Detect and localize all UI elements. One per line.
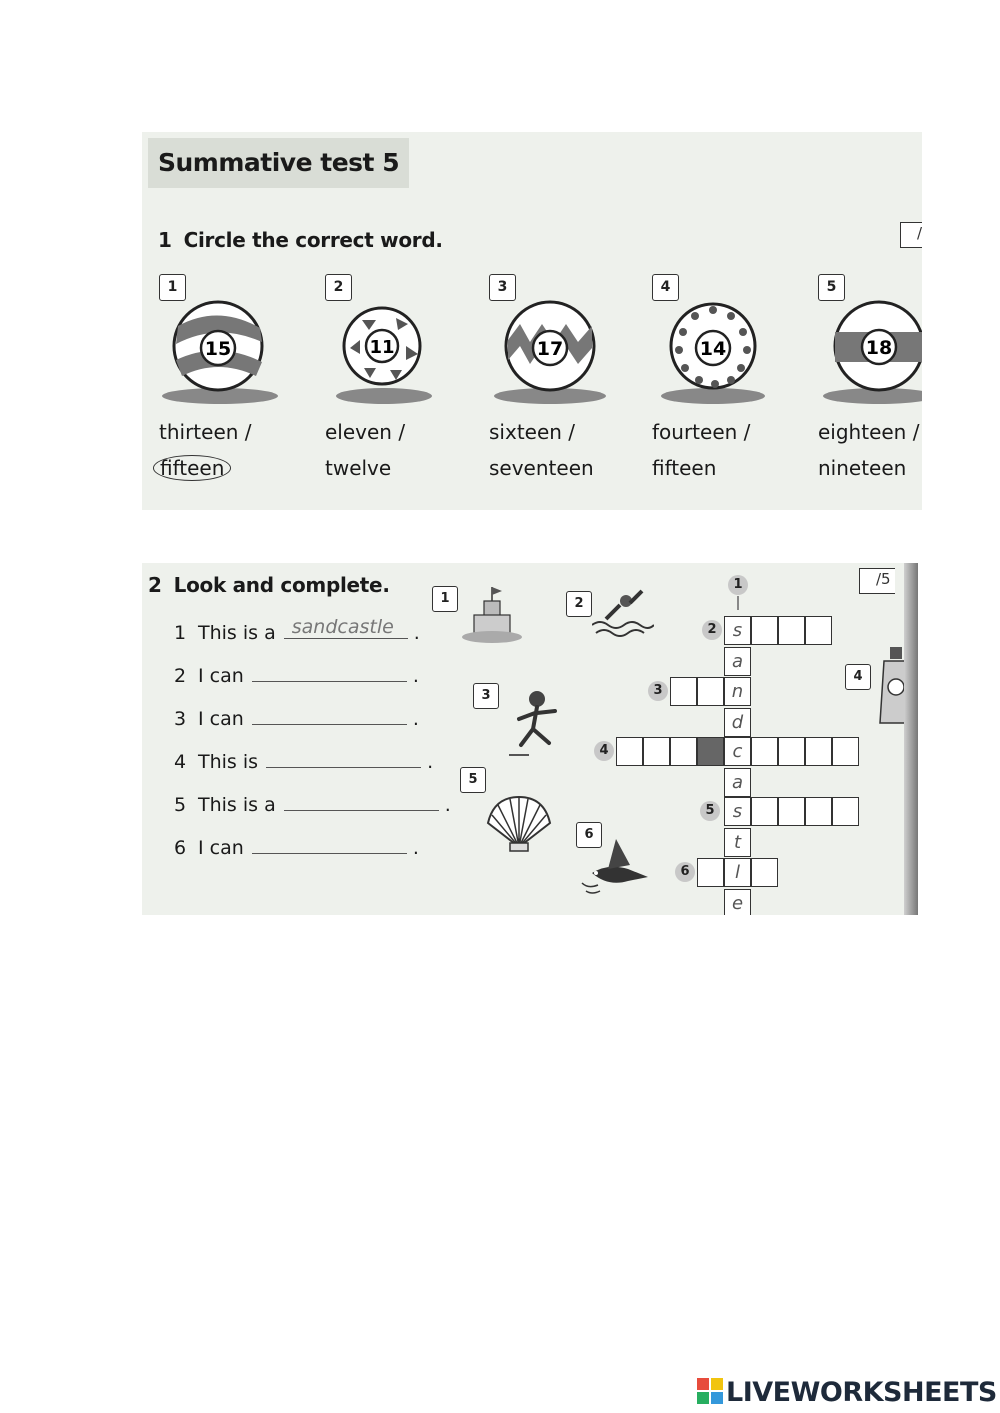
exercise-2-instruction: Look and complete.: [173, 573, 390, 597]
crossword-cell[interactable]: [643, 737, 670, 766]
item-number: 3: [489, 274, 516, 301]
crossword-cell[interactable]: [751, 737, 778, 766]
item-number: 5: [818, 274, 845, 301]
bird-icon: [578, 833, 654, 899]
circled-answer[interactable]: fifteen: [153, 455, 231, 481]
ball-number: 18: [865, 337, 893, 359]
crossword-cell[interactable]: [832, 797, 859, 826]
crossword-cell[interactable]: [697, 858, 724, 887]
answer-blank[interactable]: [266, 748, 421, 768]
option-2[interactable]: twelve: [325, 456, 392, 480]
crossword-cell: l: [724, 858, 751, 887]
crossword-cell[interactable]: [670, 737, 697, 766]
crossword-cell[interactable]: [805, 797, 832, 826]
item-number: 2: [325, 274, 352, 301]
crossword-clue-number: 4: [594, 741, 614, 761]
crossword-cell[interactable]: [616, 737, 643, 766]
ball-number: 17: [536, 338, 564, 360]
crossword-clue-number: 1: [728, 575, 748, 595]
sentence-4: 4 This is .: [174, 748, 433, 773]
option-2[interactable]: [159, 456, 231, 480]
sandcastle-icon: [462, 583, 526, 647]
ball-number: 11: [369, 337, 395, 358]
dotted-ball-icon: [653, 284, 773, 404]
option-2[interactable]: fifteen: [652, 456, 717, 480]
crossword-cell[interactable]: [778, 737, 805, 766]
crossword-cell[interactable]: [751, 616, 778, 645]
answer-blank[interactable]: [284, 791, 439, 811]
exercise-1-heading: [158, 228, 443, 252]
ball-item: [142, 270, 277, 510]
sentence-2: 2 I can .: [174, 662, 419, 687]
crossword-cell[interactable]: [805, 616, 832, 645]
sentence-6: 6 I can .: [174, 834, 419, 859]
test-title: Summative test 5: [148, 138, 409, 188]
sentence-3: 3 I can .: [174, 705, 419, 730]
option-1[interactable]: sixteen /: [489, 420, 576, 444]
answer-blank[interactable]: [252, 834, 407, 854]
answer-blank[interactable]: [252, 662, 407, 682]
picture-number: 1: [432, 586, 458, 612]
item-number: 1: [159, 274, 186, 301]
exercise-2-score: /5: [859, 568, 895, 594]
option-1[interactable]: eighteen /: [818, 420, 920, 444]
swimmer-icon: [592, 585, 654, 639]
option-1[interactable]: thirteen /: [159, 420, 252, 444]
crossword-clue-number: 2: [702, 620, 722, 640]
ball-number: 14: [699, 338, 727, 360]
down-arrow: [737, 596, 739, 610]
answer-blank[interactable]: [284, 616, 408, 639]
crossword-cell: s: [724, 616, 751, 645]
item-number: 4: [652, 274, 679, 301]
brand-logo: [697, 1377, 997, 1408]
zigzag-ball-icon: [490, 284, 610, 404]
sentence-5: 5 This is a .: [174, 791, 451, 816]
crossword-cell[interactable]: [832, 737, 859, 766]
brand-name: LIVEWORKSHEETS: [726, 1377, 997, 1408]
picture-number: 5: [460, 767, 486, 793]
exercise-1-score: /: [900, 222, 922, 248]
crossword-cell: c: [724, 737, 751, 766]
triangle-ball-icon: [326, 284, 446, 404]
crossword-cell: t: [724, 828, 751, 857]
exercise-2-panel: [142, 563, 918, 915]
crossword-cell: a: [724, 768, 751, 797]
running-girl-icon: [507, 687, 571, 759]
crossword-cell: d: [724, 708, 751, 737]
crossword-cell: s: [724, 797, 751, 826]
banded-ball-icon: [819, 284, 922, 404]
crossword-cell[interactable]: [805, 737, 832, 766]
ball-item: [801, 270, 922, 510]
ball-item: [472, 270, 607, 510]
option-1[interactable]: fourteen /: [652, 420, 751, 444]
ball-item: [635, 270, 770, 510]
liveworksheets-logo-icon: [697, 1378, 723, 1404]
crossword-cell[interactable]: [751, 797, 778, 826]
crossword-clue-number: 5: [700, 801, 720, 821]
crossword-cell: n: [724, 677, 751, 706]
picture-number: 3: [473, 683, 499, 709]
option-2[interactable]: nineteen: [818, 456, 907, 480]
page-spine: [904, 563, 918, 915]
exercise-2-heading: [148, 573, 390, 597]
exercise-1-number: 1: [158, 228, 172, 252]
crossword-cell[interactable]: [778, 797, 805, 826]
ball-number: 15: [204, 338, 232, 360]
crossword-clue-number: 6: [675, 862, 695, 882]
striped-ball-icon: [160, 284, 280, 404]
exercise-1-panel: [142, 132, 922, 510]
shell-icon: [484, 793, 554, 853]
answer-text: sandcastle: [291, 616, 394, 638]
picture-number: 2: [566, 591, 592, 617]
crossword-cell: a: [724, 647, 751, 676]
crossword-cell-shaded: [697, 737, 724, 766]
option-2[interactable]: seventeen: [489, 456, 594, 480]
crossword-cell[interactable]: [778, 616, 805, 645]
crossword-clue-number: 3: [648, 681, 668, 701]
crossword-cell[interactable]: [751, 858, 778, 887]
crossword-cell: e: [724, 889, 751, 915]
answer-blank[interactable]: [252, 705, 407, 725]
exercise-2-number: 2: [148, 573, 162, 597]
option-1[interactable]: eleven /: [325, 420, 406, 444]
ball-item: [308, 270, 443, 510]
sentence-1: 1 This is a sandcastle .: [174, 616, 420, 644]
picture-number: 6: [576, 822, 602, 848]
crossword-cell[interactable]: [697, 677, 724, 706]
crossword-cell[interactable]: [670, 677, 697, 706]
picture-number: 4: [845, 664, 871, 690]
exercise-1-instruction: Circle the correct word.: [183, 228, 443, 252]
